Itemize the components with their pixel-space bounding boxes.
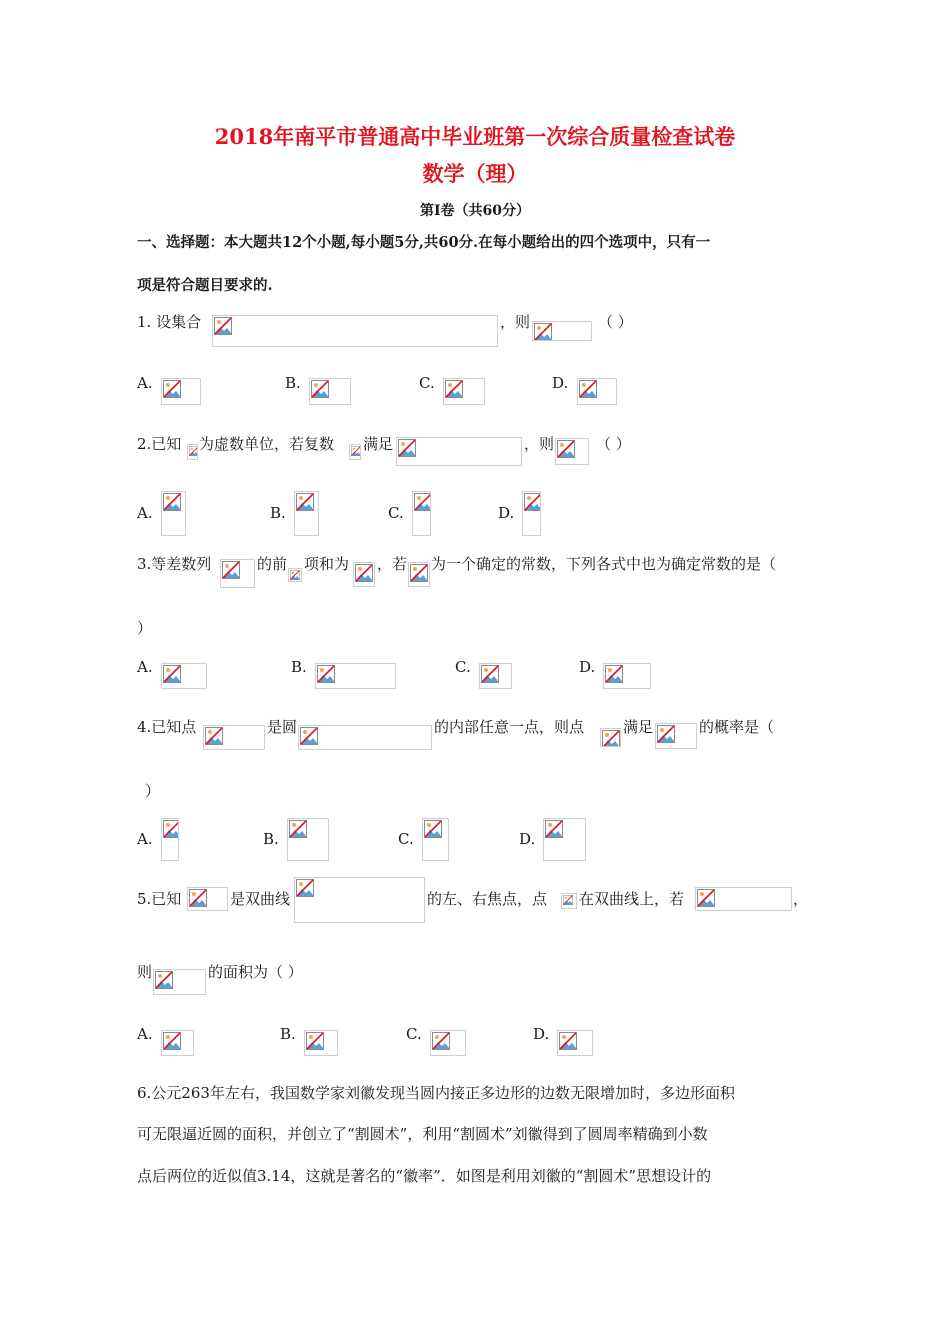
- q5-option-a-formula: [161, 1030, 194, 1056]
- q5-option-b-formula: [304, 1030, 338, 1056]
- q2-text-2: 为虚数单位，若复数: [199, 435, 335, 453]
- q3-text-2: 的前: [257, 555, 288, 573]
- q2-formula-i: [187, 444, 198, 460]
- q4-option-c-label: C.: [398, 830, 414, 848]
- q4-option-d-formula: [543, 818, 586, 861]
- q3-formula-condition: [408, 562, 430, 587]
- q5-formula-p: [561, 893, 577, 909]
- q3-text-3: 项和为: [304, 555, 350, 573]
- q1-option-c-label: C.: [419, 374, 435, 392]
- q4-formula-p: [600, 728, 621, 747]
- page-title: 2018年南平市普通高中毕业班第一次综合质量检查试卷: [214, 124, 736, 149]
- q4-text-4: 满足: [623, 718, 654, 736]
- q6-line-3: 点后两位的近似值3.14，这就是著名的“徽率”．如图是利用刘徽的“割圆术”思想设计的: [137, 1167, 712, 1185]
- q2-answer-paren: （ ）: [596, 435, 631, 453]
- q5-option-c-formula: [430, 1030, 466, 1056]
- q2-option-b-label: B.: [270, 504, 286, 522]
- q1-formula-set: [212, 315, 498, 347]
- q5-text-4: 在双曲线上，若: [579, 890, 685, 908]
- q5-formula-condition: [695, 887, 792, 911]
- q4-text-3: 的内部任意一点，则点: [434, 718, 585, 736]
- q3-text-6: ）: [137, 619, 153, 637]
- q5-formula-triangle: [153, 969, 206, 995]
- q1-option-b-formula: [309, 378, 351, 405]
- q5-option-b-label: B.: [280, 1025, 296, 1043]
- q2-formula-question: [555, 438, 589, 465]
- q4-formula-point: [203, 725, 265, 750]
- q2-formula-condition: [396, 437, 522, 466]
- q1-formula-question: [532, 321, 592, 341]
- q3-option-c-label: C.: [455, 658, 471, 676]
- q3-text-1: 3.等差数列: [137, 555, 212, 573]
- q3-option-a-label: A.: [137, 658, 153, 676]
- q4-option-a-label: A.: [137, 830, 153, 848]
- q3-option-a-formula: [161, 663, 207, 689]
- q4-formula-circle: [298, 725, 432, 750]
- q4-option-b-formula: [287, 818, 329, 861]
- q3-option-b-label: B.: [291, 658, 307, 676]
- q6-line-1: 6.公元263年左右，我国数学家刘徽发现当圆内接正多边形的边数无限增加时，多边形面积: [137, 1084, 735, 1102]
- q5-option-d-label: D.: [533, 1025, 550, 1043]
- section-instructions-line1: 一、选择题：本大题共12个小题,每小题5分,共60分.在每小题给出的四个选项中，只有一: [137, 234, 711, 251]
- q4-text-2: 是圆: [267, 718, 298, 736]
- q2-option-c-formula: [412, 491, 431, 536]
- q2-text-1: 2.已知: [137, 435, 182, 453]
- q2-option-a-label: A.: [137, 504, 153, 522]
- q5-option-a-label: A.: [137, 1025, 153, 1043]
- q5-text-6: 则: [137, 963, 153, 981]
- q1-option-a-label: A.: [137, 374, 153, 392]
- q2-option-d-formula: [522, 491, 541, 536]
- q1-option-c-formula: [443, 378, 485, 405]
- q4-text-5: 的概率是（: [699, 718, 775, 736]
- section-instructions-line2: 项是符合题目要求的.: [137, 277, 273, 294]
- q6-line-2: 可无限逼近圆的面积，并创立了“割圆术”，利用“割圆术”刘徽得到了圆周率精确到小数: [137, 1125, 708, 1143]
- q2-text-4: ，则: [524, 435, 555, 453]
- q5-text-7: 的面积为（ ）: [208, 963, 303, 981]
- q4-option-d-label: D.: [519, 830, 536, 848]
- q4-text-1: 4.已知点: [137, 718, 197, 736]
- q4-option-a-formula: [161, 818, 179, 861]
- q1-option-d-formula: [577, 378, 617, 405]
- q3-formula-n: [288, 568, 302, 582]
- q4-option-c-formula: [422, 818, 449, 861]
- q5-formula-foci: [187, 887, 228, 911]
- page-subtitle: 数学（理）: [422, 161, 528, 186]
- q3-formula-sn: [353, 562, 375, 587]
- q4-option-b-label: B.: [263, 830, 279, 848]
- q1-answer-paren: （ ）: [598, 313, 633, 331]
- q2-option-d-label: D.: [498, 504, 515, 522]
- q2-text-3: 满足: [363, 435, 394, 453]
- q3-option-d-label: D.: [579, 658, 596, 676]
- q5-text-2: 是双曲线: [230, 890, 291, 908]
- q5-text-3: 的左、右焦点，点: [427, 890, 548, 908]
- q3-text-5: 为一个确定的常数，下列各式中也为确定常数的是（: [431, 555, 777, 573]
- q1-text-1: 1. 设集合: [137, 313, 202, 331]
- q3-option-c-formula: [479, 663, 512, 689]
- q5-text-5: ，: [793, 890, 809, 908]
- q5-option-d-formula: [557, 1030, 593, 1056]
- q1-option-a-formula: [161, 378, 201, 405]
- q3-formula-seq: [220, 559, 255, 588]
- q3-option-d-formula: [603, 663, 651, 689]
- part-heading: 第Ⅰ卷（共60分）: [419, 203, 531, 219]
- q4-formula-condition: [655, 723, 697, 749]
- q3-text-4: ，若: [377, 555, 408, 573]
- q1-option-d-label: D.: [552, 374, 569, 392]
- q2-option-b-formula: [294, 491, 319, 536]
- q5-option-c-label: C.: [406, 1025, 422, 1043]
- q5-formula-hyperbola: [294, 877, 425, 923]
- q2-option-a-formula: [161, 491, 186, 536]
- q2-option-c-label: C.: [388, 504, 404, 522]
- q1-text-2: ，则: [500, 313, 531, 331]
- q3-option-b-formula: [315, 663, 396, 689]
- q2-formula-z: [349, 444, 361, 460]
- q4-text-6: ）: [145, 782, 161, 800]
- q1-option-b-label: B.: [285, 374, 301, 392]
- q5-text-1: 5.已知: [137, 890, 182, 908]
